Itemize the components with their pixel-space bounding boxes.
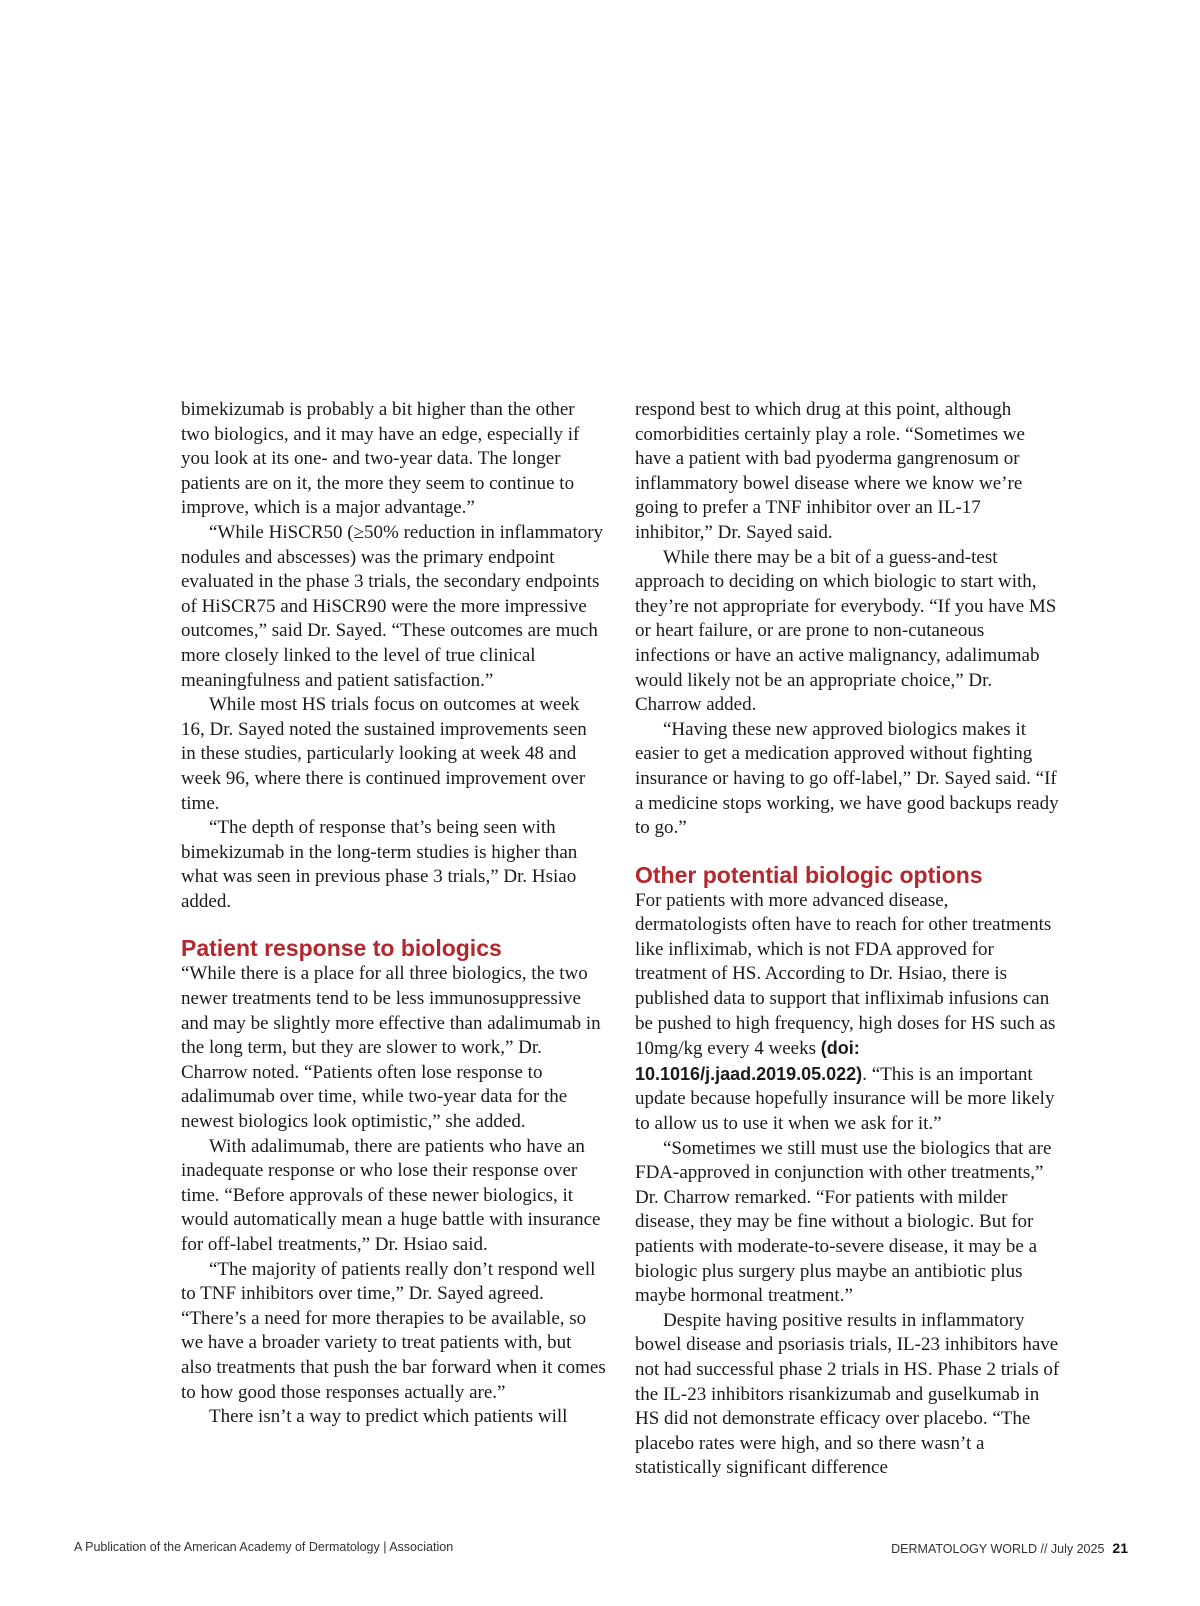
paragraph: “While there is a place for all three biologics, the two newer treatments tend to be less immunosuppressive and may be slightly more effective than adalimumab in the long term, but they are slower to work,” Dr. Charrow noted. “Patients often lose response to adalimumab over time, while two-year data for the newest biologics look optimistic,” she added.: [181, 963, 601, 1133]
page-number: 21: [1112, 1540, 1128, 1556]
paragraph: [635, 889, 1060, 1137]
paragraph: Despite having positive results in inflammatory bowel disease and psoriasis trials, IL-23 inhibitors have not had successful phase 2 trials in HS. Phase 2 trials of the IL-23 inhibitors risankizumab and guselkumab in HS did not demonstrate efficacy over placebo. “The placebo rates were high, and so there wasn’t a statistically significant difference: [635, 1309, 1060, 1479]
footer-magazine: [891, 1540, 1128, 1556]
section-heading: Other potential biologic options: [635, 861, 983, 888]
doi-reference: (doi: 10.1016/j.jaad.2019.05.022): [635, 1038, 863, 1084]
paragraph: “The depth of response that’s being seen with bimekizumab in the long-term studies is higher than what was seen in previous phase 3 trials,” Dr. Hsiao added.: [181, 817, 578, 912]
paragraph: There isn’t a way to predict which patients will: [209, 1406, 568, 1428]
right-column: [635, 398, 1060, 1481]
magazine-issue: DERMATOLOGY WORLD // July 2025: [891, 1542, 1105, 1556]
paragraph: “Having these new approved biologics makes it easier to get a medication approved without fighting insurance or having to go off-label,” Dr. Sayed said. “If a medicine stops working, we have good backups ready to go.”: [635, 718, 1059, 839]
paragraph: While most HS trials focus on outcomes at week 16, Dr. Sayed noted the sustained improvements seen in these studies, particularly looking at week 48 and week 96, where there is continued improvement over time.: [181, 694, 587, 814]
paragraph: “While HiSCR50 (≥50% reduction in inflammatory nodules and abscesses) was the primary endpoint evaluated in the phase 3 trials, the secondary endpoints of HiSCR75 and HiSCR90 were the more impressive outcomes,” said Dr. Sayed. “These outcomes are much more closely linked to the level of true clinical meaningfulness and patient satisfaction.”: [181, 521, 604, 691]
paragraph: With adalimumab, there are patients who have an inadequate response or who lose their response over time. “Before approvals of these newer biologics, it would automatically mean a huge battle with insurance for off-label treatments,” Dr. Hsiao said.: [181, 1135, 601, 1255]
paragraph: respond best to which drug at this point, although comorbidities certainly play a role. “Sometimes we have a patient with bad pyoderma gangrenosum or inflammatory bowel disease where we know we’re going to prefer a TNF inhibitor over an IL-17 inhibitor,” Dr. Sayed said.: [635, 399, 1025, 543]
paragraph: “The majority of patients really don’t respond well to TNF inhibitors over time,” Dr. Sayed agreed. “There’s a need for more therapies to be available, so we have a broader variety to treat patients with, but also treatments that push the bar forward when it comes to how good those responses actually are.”: [181, 1258, 606, 1403]
paragraph: “Sometimes we still must use the biologics that are FDA-approved in conjunction with other treatments,” Dr. Charrow remarked. “For patients with milder disease, they may be fine without a biologic. But for patients with moderate-to-severe disease, it may be a biologic plus surgery plus maybe an antibiotic plus maybe hormonal treatment.”: [635, 1137, 1052, 1307]
section-heading: Patient response to biologics: [181, 935, 502, 962]
paragraph: While there may be a bit of a guess-and-test approach to deciding on which biologic to start with, they’re not appropriate for everybody. “If you have MS or heart failure, or are prone to non-cutaneous infections or have an active malignancy, adalimumab would likely not be an appropriate choice,” Dr. Charrow added.: [635, 546, 1057, 716]
left-column: [181, 398, 606, 1430]
paragraph-text: . “This is an important update because hopefully insurance will be more likely to allow us to use it when we ask for it.”: [635, 1063, 1055, 1135]
footer-publication: A Publication of the American Academy of Dermatology | Association: [74, 1540, 454, 1554]
paragraph: bimekizumab is probably a bit higher than the other two biologics, and it may have an edge, especially if you look at its one- and two-year data. The longer patients are on it, the more they seem to continue to improve, which is a major advantage.”: [181, 399, 580, 519]
paragraph-text: For patients with more advanced disease, dermatologists often have to reach for other treatments like infliximab, which is not FDA approved for treatment of HS. According to Dr. Hsiao, there is published data to support that infliximab infusions can be pushed to high frequency, high doses for HS such as 10mg/kg every 4 weeks: [635, 889, 1056, 1060]
